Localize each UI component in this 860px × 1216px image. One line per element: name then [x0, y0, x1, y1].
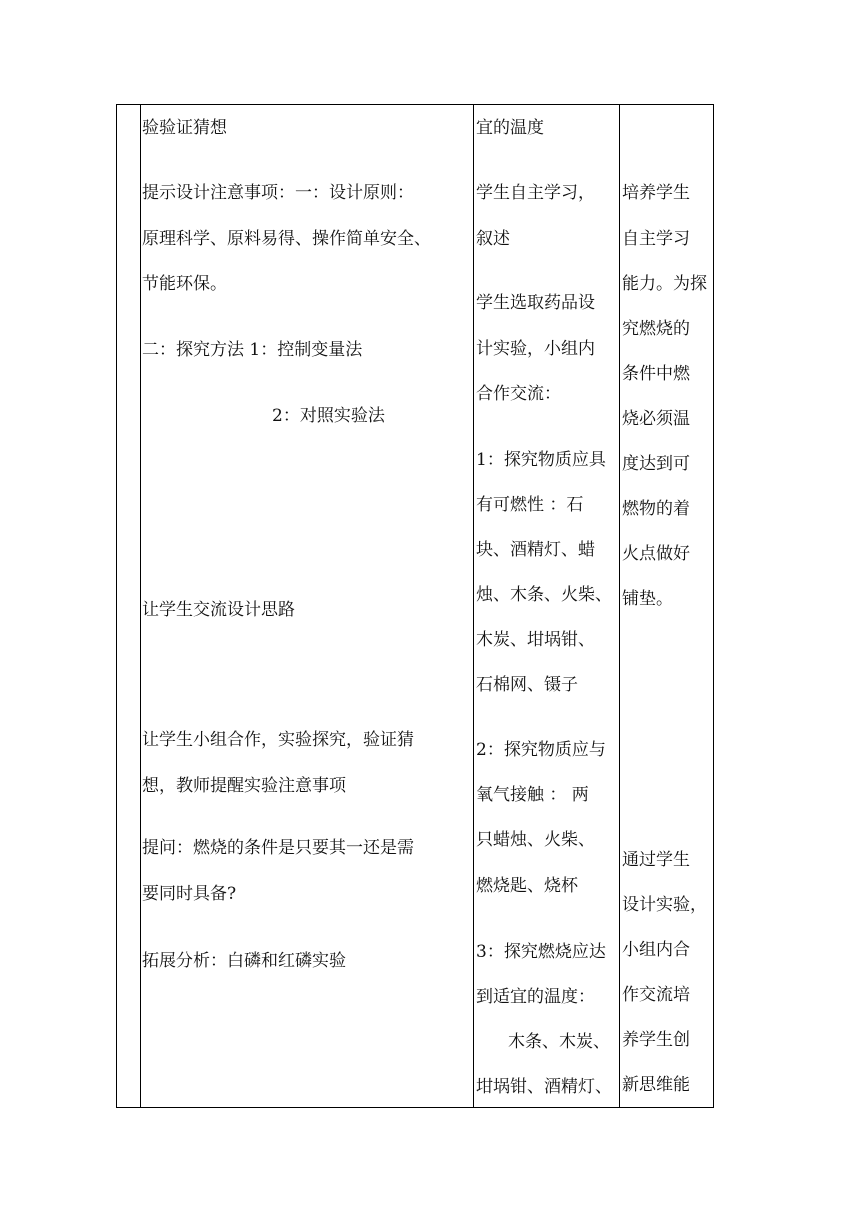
- text-line: 2：对照实验法: [272, 406, 385, 426]
- text-line: 自主学习: [622, 229, 690, 249]
- text-line: 1：探究物质应具: [476, 450, 606, 470]
- text-line: 燃烧匙、烧杯: [476, 876, 578, 896]
- text-line: 计实验，小组内: [476, 339, 595, 359]
- column-divider: [140, 105, 141, 1107]
- text-line: 作交流培: [622, 985, 690, 1005]
- text-line: 烛、木条、火柴、: [476, 585, 612, 605]
- text-line: 合作交流：: [476, 384, 561, 404]
- text-line: 验验证猜想: [142, 118, 227, 138]
- text-line: 要同时具备?: [142, 884, 237, 904]
- text-line: 宜的温度: [476, 118, 544, 138]
- text-line: 块、酒精灯、蜡: [476, 540, 595, 560]
- text-line: 石棉网、镊子: [476, 675, 578, 695]
- text-line: 新思维能: [622, 1075, 690, 1095]
- text-line: 条件中燃: [622, 364, 690, 384]
- text-line: 提示设计注意事项：一：设计原则：: [142, 183, 414, 203]
- text-line: 到适宜的温度：: [476, 987, 595, 1007]
- text-line: 节能环保。: [142, 274, 227, 294]
- text-line: 培养学生: [622, 183, 690, 203]
- text-line: 拓展分析：白磷和红磷实验: [142, 951, 346, 971]
- text-line: 木条、木炭、: [508, 1032, 610, 1052]
- text-line: 原理科学、原料易得、操作简单安全、: [142, 229, 431, 249]
- text-line: 设计实验，: [622, 895, 707, 915]
- text-line: 叙述: [476, 229, 510, 249]
- text-line: 有可燃性 ：石: [476, 495, 584, 515]
- text-line: 火点做好: [622, 544, 690, 564]
- text-line: 究燃烧的: [622, 319, 690, 339]
- text-line: 想，教师提醒实验注意事项: [142, 776, 346, 796]
- text-line: 通过学生: [622, 850, 690, 870]
- text-line: 能力。为探: [622, 274, 707, 294]
- text-line: 让学生小组合作，实验探究，验证猜: [142, 730, 414, 750]
- text-line: 学生选取药品设: [476, 293, 595, 313]
- text-line: 小组内合: [622, 940, 690, 960]
- column-divider: [473, 105, 474, 1107]
- text-line: 度达到可: [622, 454, 690, 474]
- text-line: 木炭、坩埚钳、: [476, 630, 595, 650]
- text-line: 铺垫。: [622, 589, 673, 609]
- text-line: 学生自主学习，: [476, 183, 595, 203]
- text-line: 烧必须温: [622, 409, 690, 429]
- text-line: 养学生创: [622, 1030, 690, 1050]
- text-line: 让学生交流设计思路: [142, 600, 295, 620]
- text-line: 氧气接触 ： 两: [476, 785, 589, 805]
- text-line: 只蜡烛、火柴、: [476, 830, 595, 850]
- text-line: 2：探究物质应与: [476, 740, 606, 760]
- text-line: 坩埚钳、酒精灯、: [476, 1077, 612, 1097]
- text-line: 提问：燃烧的条件是只要其一还是需: [142, 838, 414, 858]
- text-line: 燃物的着: [622, 499, 690, 519]
- column-divider: [619, 105, 620, 1107]
- text-line: 3：探究燃烧应达: [476, 942, 606, 962]
- text-line: 二：探究方法 1：控制变量法: [142, 340, 363, 360]
